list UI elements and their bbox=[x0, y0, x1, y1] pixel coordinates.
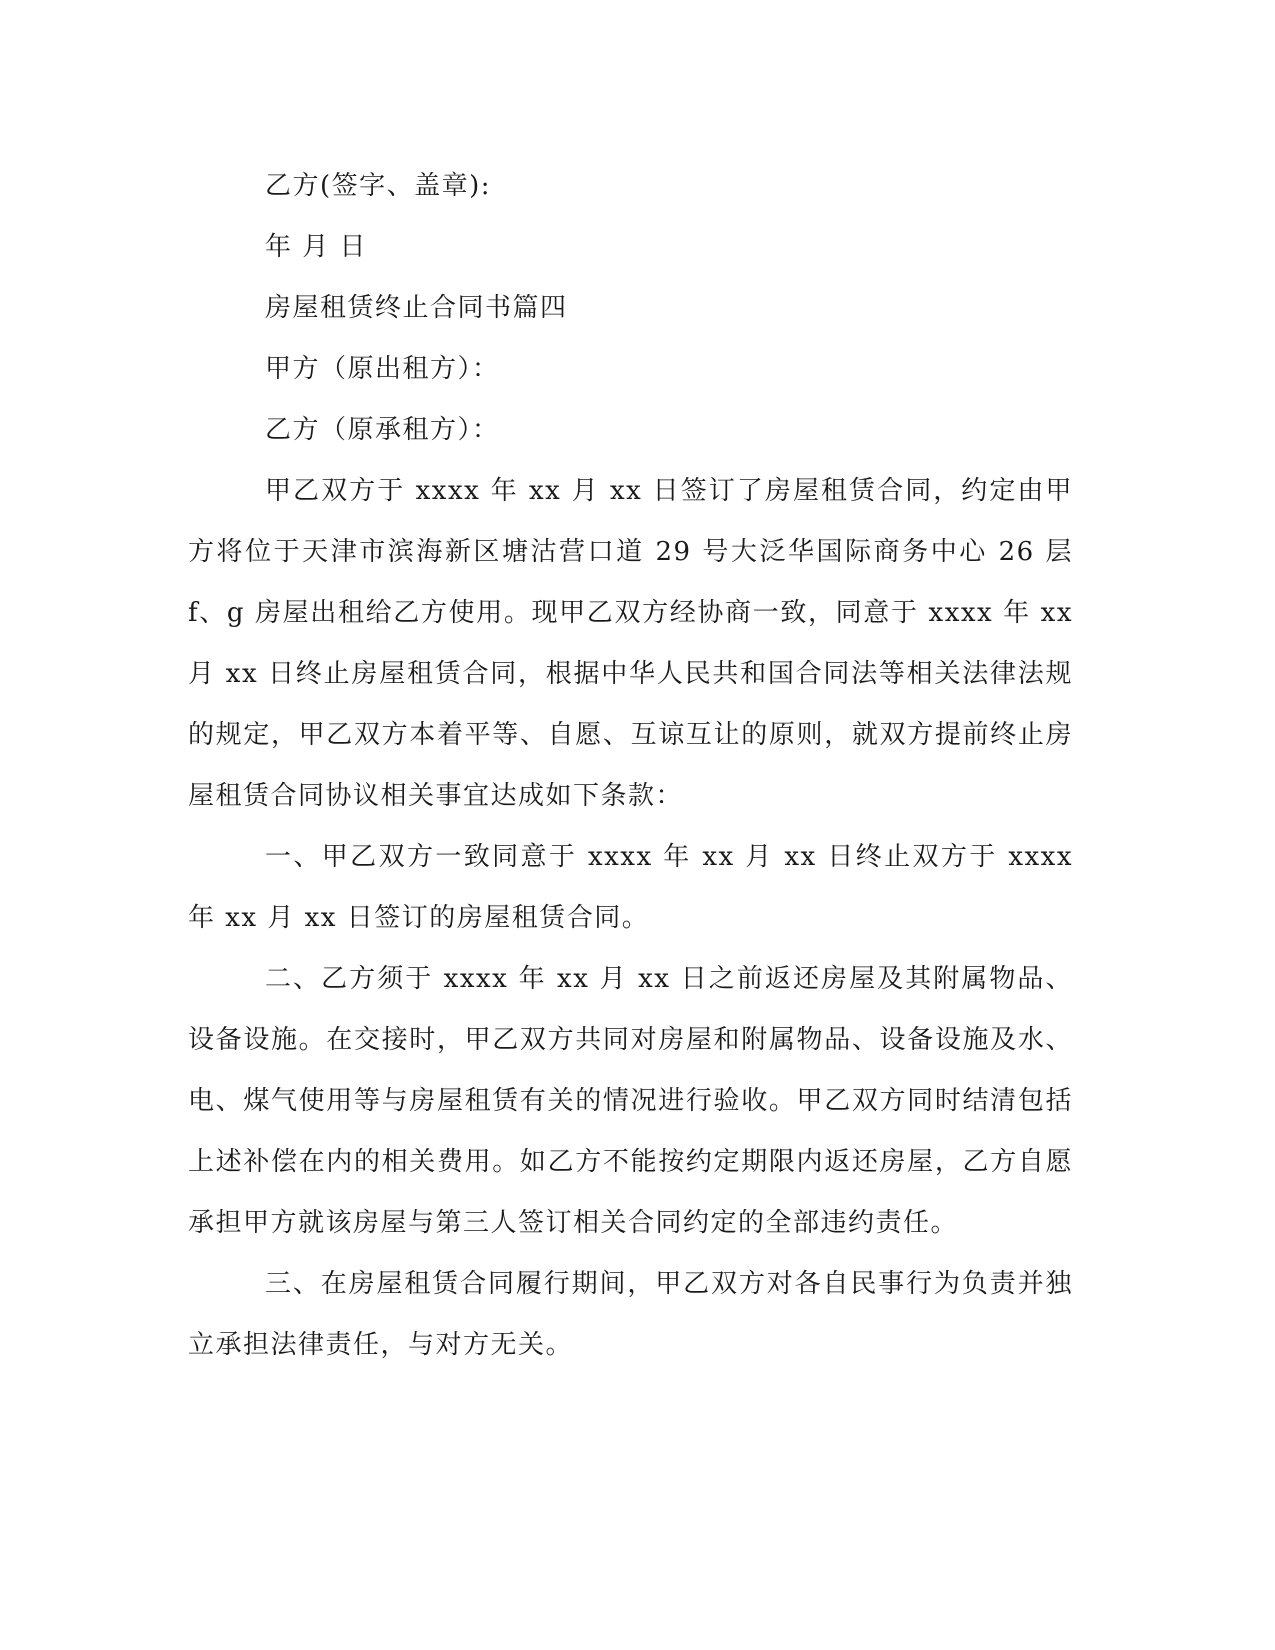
intro-paragraph: 甲乙双方于 xxxx 年 xx 月 xx 日签订了房屋租赁合同，约定由甲方将位于天津市滨海新区塘沽营口道 29 号大泛华国际商务中心 26 层 f、g 房屋出租给乙方使用。现甲乙双方经协商一致，同意于 xxxx 年 xx 月 xx 日终止房屋租赁合同，根据中华人民共和国合同法等相关法律法规的规定，甲乙双方本着平等、自愿、互谅互让的原则，就双方提前终止房屋租赁合同协议相关事宜达成如下条款： bbox=[188, 476, 1073, 811]
clause-1-paragraph: 一、甲乙双方一致同意于 xxxx 年 xx 月 xx 日终止双方于 xxxx 年 xx 月 xx 日签订的房屋租赁合同。 bbox=[188, 842, 1073, 933]
clause-2-paragraph: 二、乙方须于 xxxx 年 xx 月 xx 日之前返还房屋及其附属物品、设备设施。在交接时，甲乙双方共同对房屋和附属物品、设备设施及水、电、煤气使用等与房屋租赁有关的情况进行验收。甲乙双方同时结清包括上述补偿在内的相关费用。如乙方不能按约定期限内返还房屋，乙方自愿承担甲方就该房屋与第三人签订相关合同约定的全部违约责任。 bbox=[188, 964, 1073, 1238]
section-title: 房屋租赁终止合同书篇四 bbox=[265, 293, 568, 323]
party-b-signature-line: 乙方(签字、盖章): bbox=[265, 171, 492, 201]
date-line: 年 月 日 bbox=[265, 232, 368, 262]
party-a-line: 甲方（原出租方）： bbox=[265, 354, 500, 384]
clause-3-paragraph: 三、在房屋租赁合同履行期间，甲乙双方对各自民事行为负责并独立承担法律责任，与对方无关。 bbox=[188, 1269, 1073, 1360]
document-body bbox=[188, 156, 1073, 1376]
party-b-line: 乙方（原承租方）： bbox=[265, 415, 500, 445]
